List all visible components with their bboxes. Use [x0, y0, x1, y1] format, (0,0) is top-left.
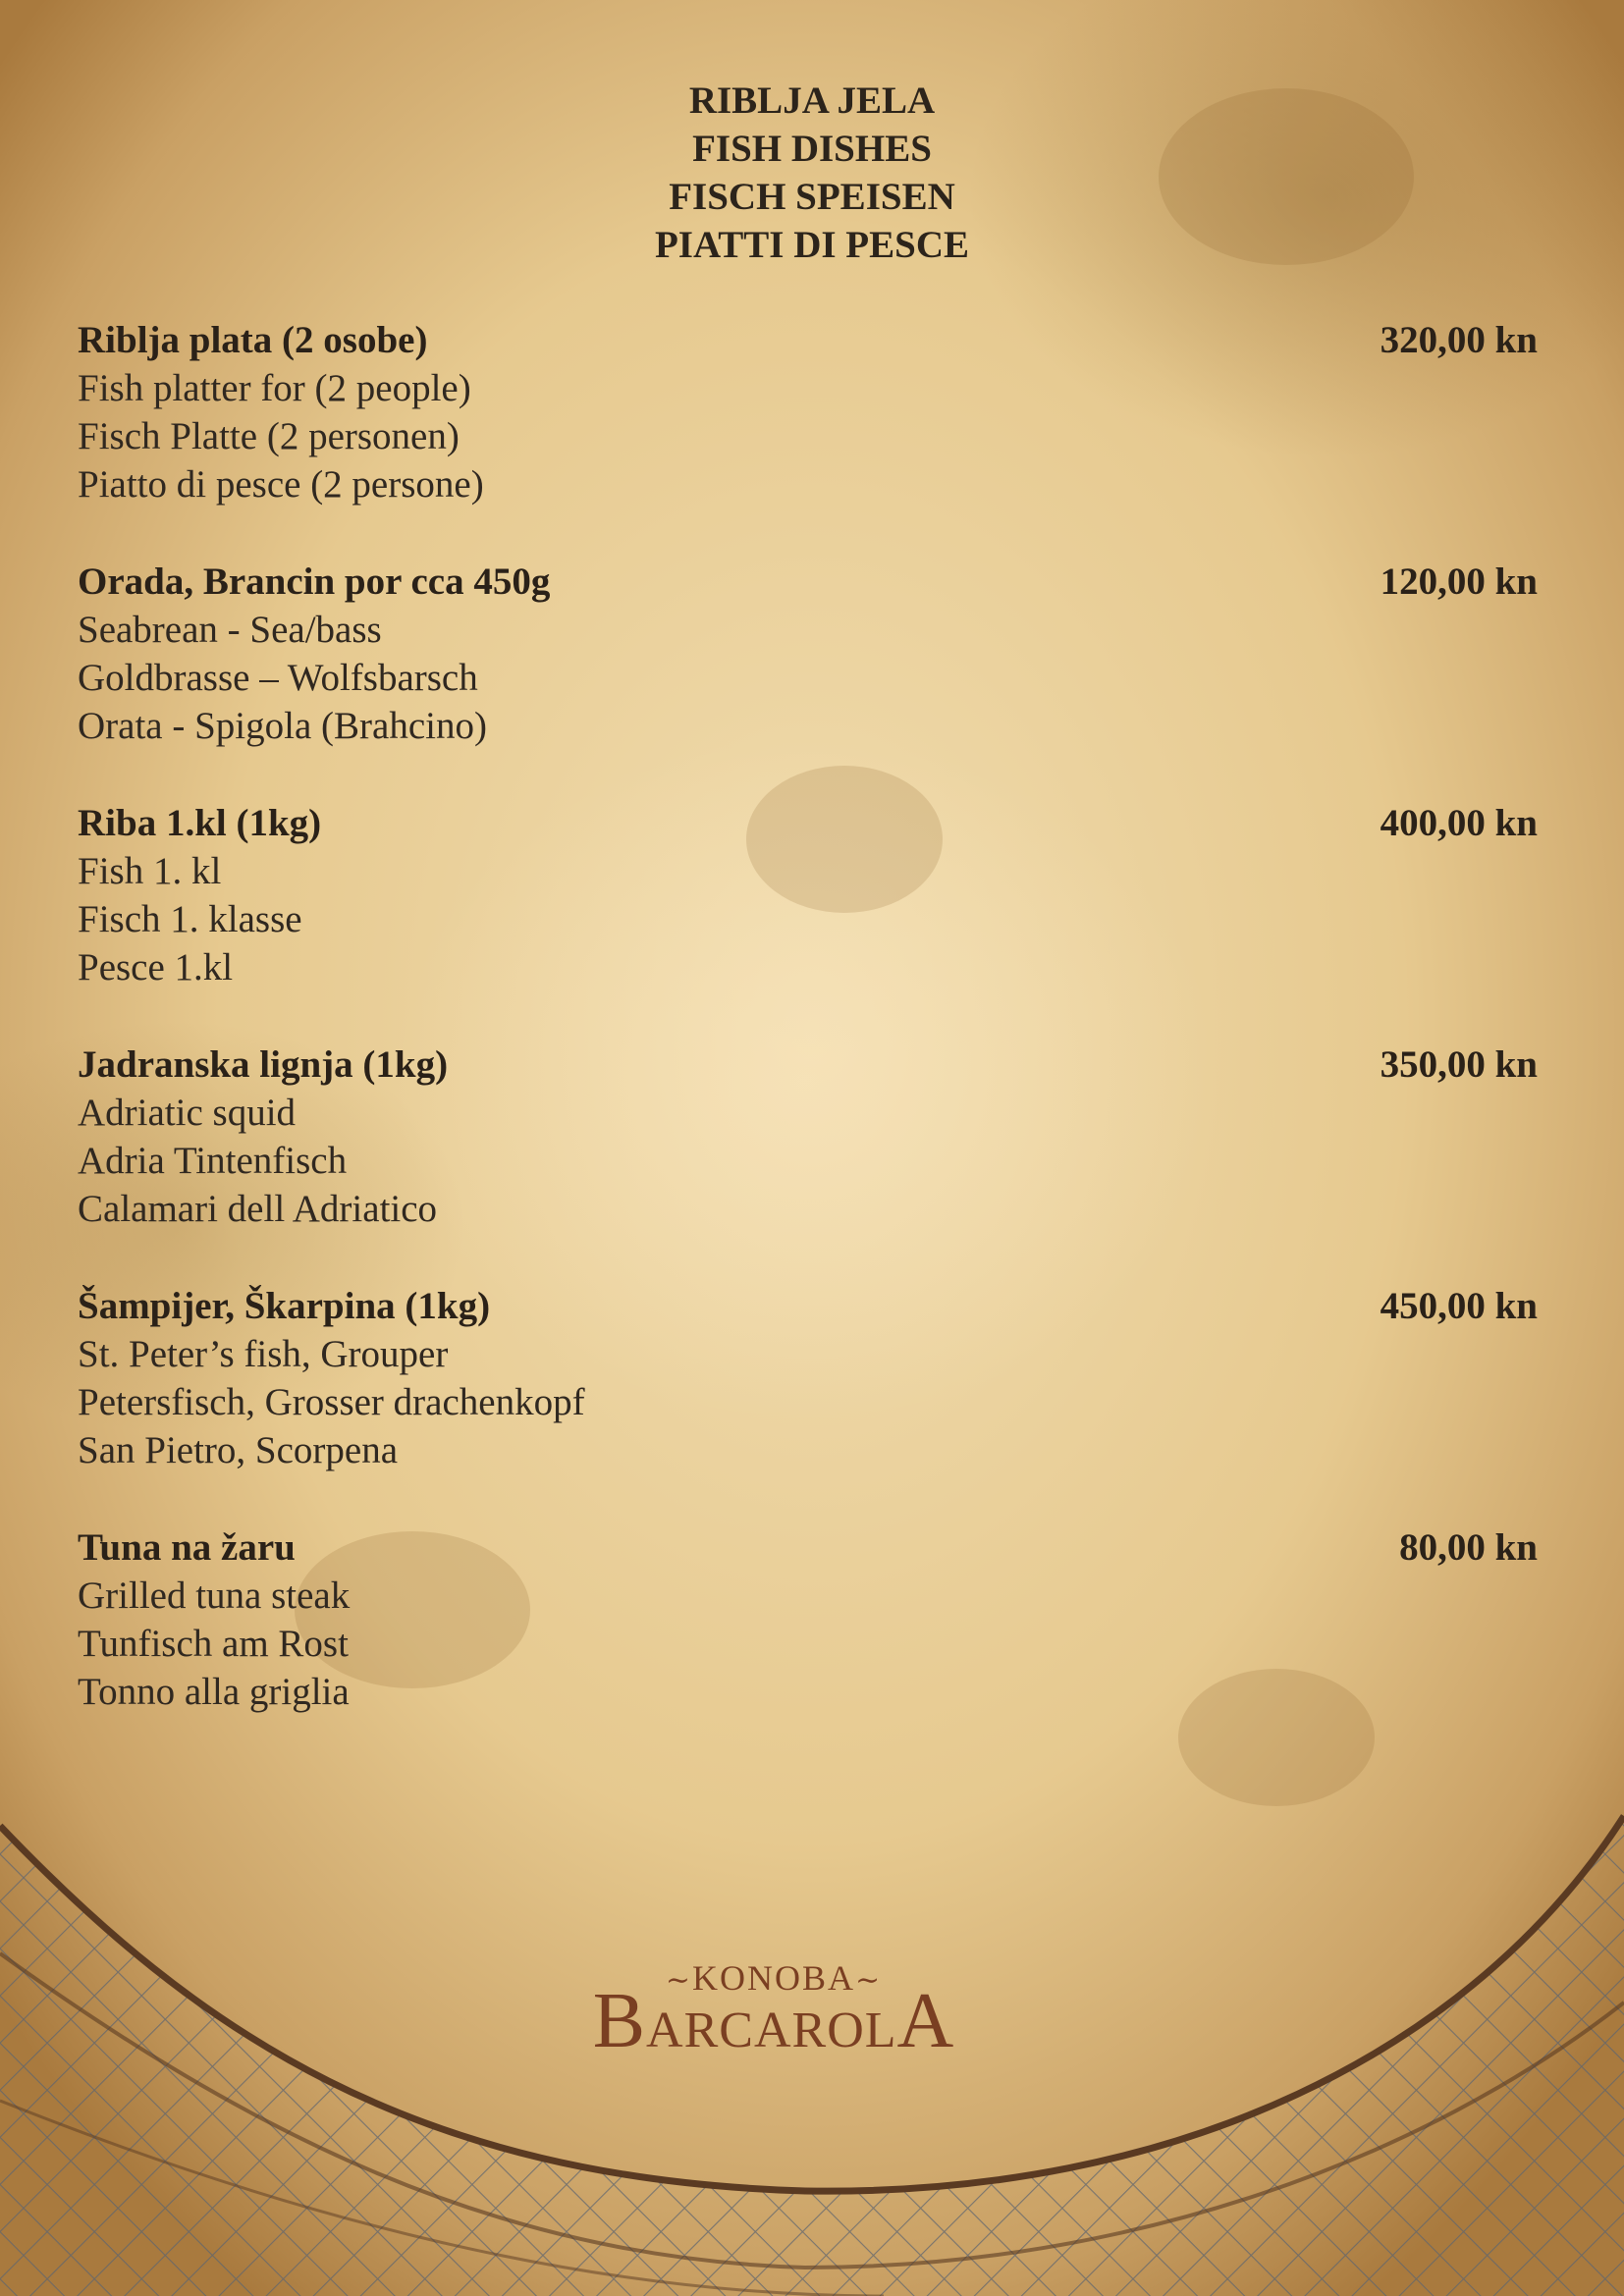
item-translation-english: Grilled tuna steak	[78, 1575, 351, 1617]
item-name: Šampijer, Škarpina (1kg)	[78, 1285, 491, 1327]
item-price: 400,00 kn	[1380, 802, 1538, 844]
item-translation-italian: San Pietro, Scorpena	[78, 1429, 399, 1471]
item-translation-german: Goldbrasse – Wolfsbarsch	[78, 657, 478, 699]
item-name: Tuna na žaru	[78, 1526, 296, 1569]
menu-item	[78, 1282, 1538, 1523]
logo-konoba-text: KONOBA	[691, 1958, 855, 1998]
item-translation-english: Fish platter for (2 people)	[78, 367, 471, 409]
title-german: FISCH SPEISEN	[669, 176, 955, 218]
item-translation-german: Adria Tintenfisch	[78, 1140, 348, 1182]
item-translation-italian: Tonno alla griglia	[78, 1671, 350, 1713]
menu-item	[78, 1523, 1538, 1765]
item-translation-english: St. Peter’s fish, Grouper	[78, 1333, 449, 1375]
restaurant-logo	[538, 1958, 1009, 2064]
item-name: Riblja plata (2 osobe)	[78, 319, 428, 361]
item-price: 80,00 kn	[1399, 1526, 1538, 1569]
swirl-ornament-icon: ∼	[855, 1964, 883, 1997]
item-price: 350,00 kn	[1380, 1043, 1538, 1086]
item-price: 120,00 kn	[1380, 561, 1538, 603]
menu-section-title	[0, 77, 1624, 269]
item-translation-italian: Pesce 1.kl	[78, 946, 234, 988]
item-price: 450,00 kn	[1380, 1285, 1538, 1327]
item-translation-english: Adriatic squid	[78, 1092, 297, 1134]
item-name: Orada, Brancin por cca 450g	[78, 561, 551, 603]
logo-barcarola-text: BARCAROLA	[592, 1978, 955, 2064]
item-translation-english: Seabrean - Sea/bass	[78, 609, 382, 651]
item-name: Jadranska lignja (1kg)	[78, 1043, 449, 1086]
item-translation-italian: Orata - Spigola (Brahcino)	[78, 705, 487, 747]
item-translation-german: Fisch Platte (2 personen)	[78, 415, 460, 457]
item-name: Riba 1.kl (1kg)	[78, 802, 322, 844]
item-price: 320,00 kn	[1380, 319, 1538, 361]
title-english: FISH DISHES	[692, 128, 932, 170]
menu-item	[78, 558, 1538, 799]
title-croatian: RIBLJA JELA	[688, 80, 936, 122]
item-translation-german: Fisch 1. klasse	[78, 898, 302, 940]
item-translation-italian: Piatto di pesce (2 persone)	[78, 463, 484, 506]
menu-item	[78, 799, 1538, 1041]
menu-item	[78, 1041, 1538, 1282]
menu-item	[78, 316, 1538, 558]
item-translation-italian: Calamari dell Adriatico	[78, 1188, 438, 1230]
item-translation-german: Petersfisch, Grosser drachenkopf	[78, 1381, 585, 1423]
menu-list	[78, 316, 1538, 1765]
title-italian: PIATTI DI PESCE	[654, 224, 970, 266]
swirl-ornament-icon: ∼	[665, 1964, 692, 1997]
item-translation-english: Fish 1. kl	[78, 850, 222, 892]
item-translation-german: Tunfisch am Rost	[78, 1623, 349, 1665]
